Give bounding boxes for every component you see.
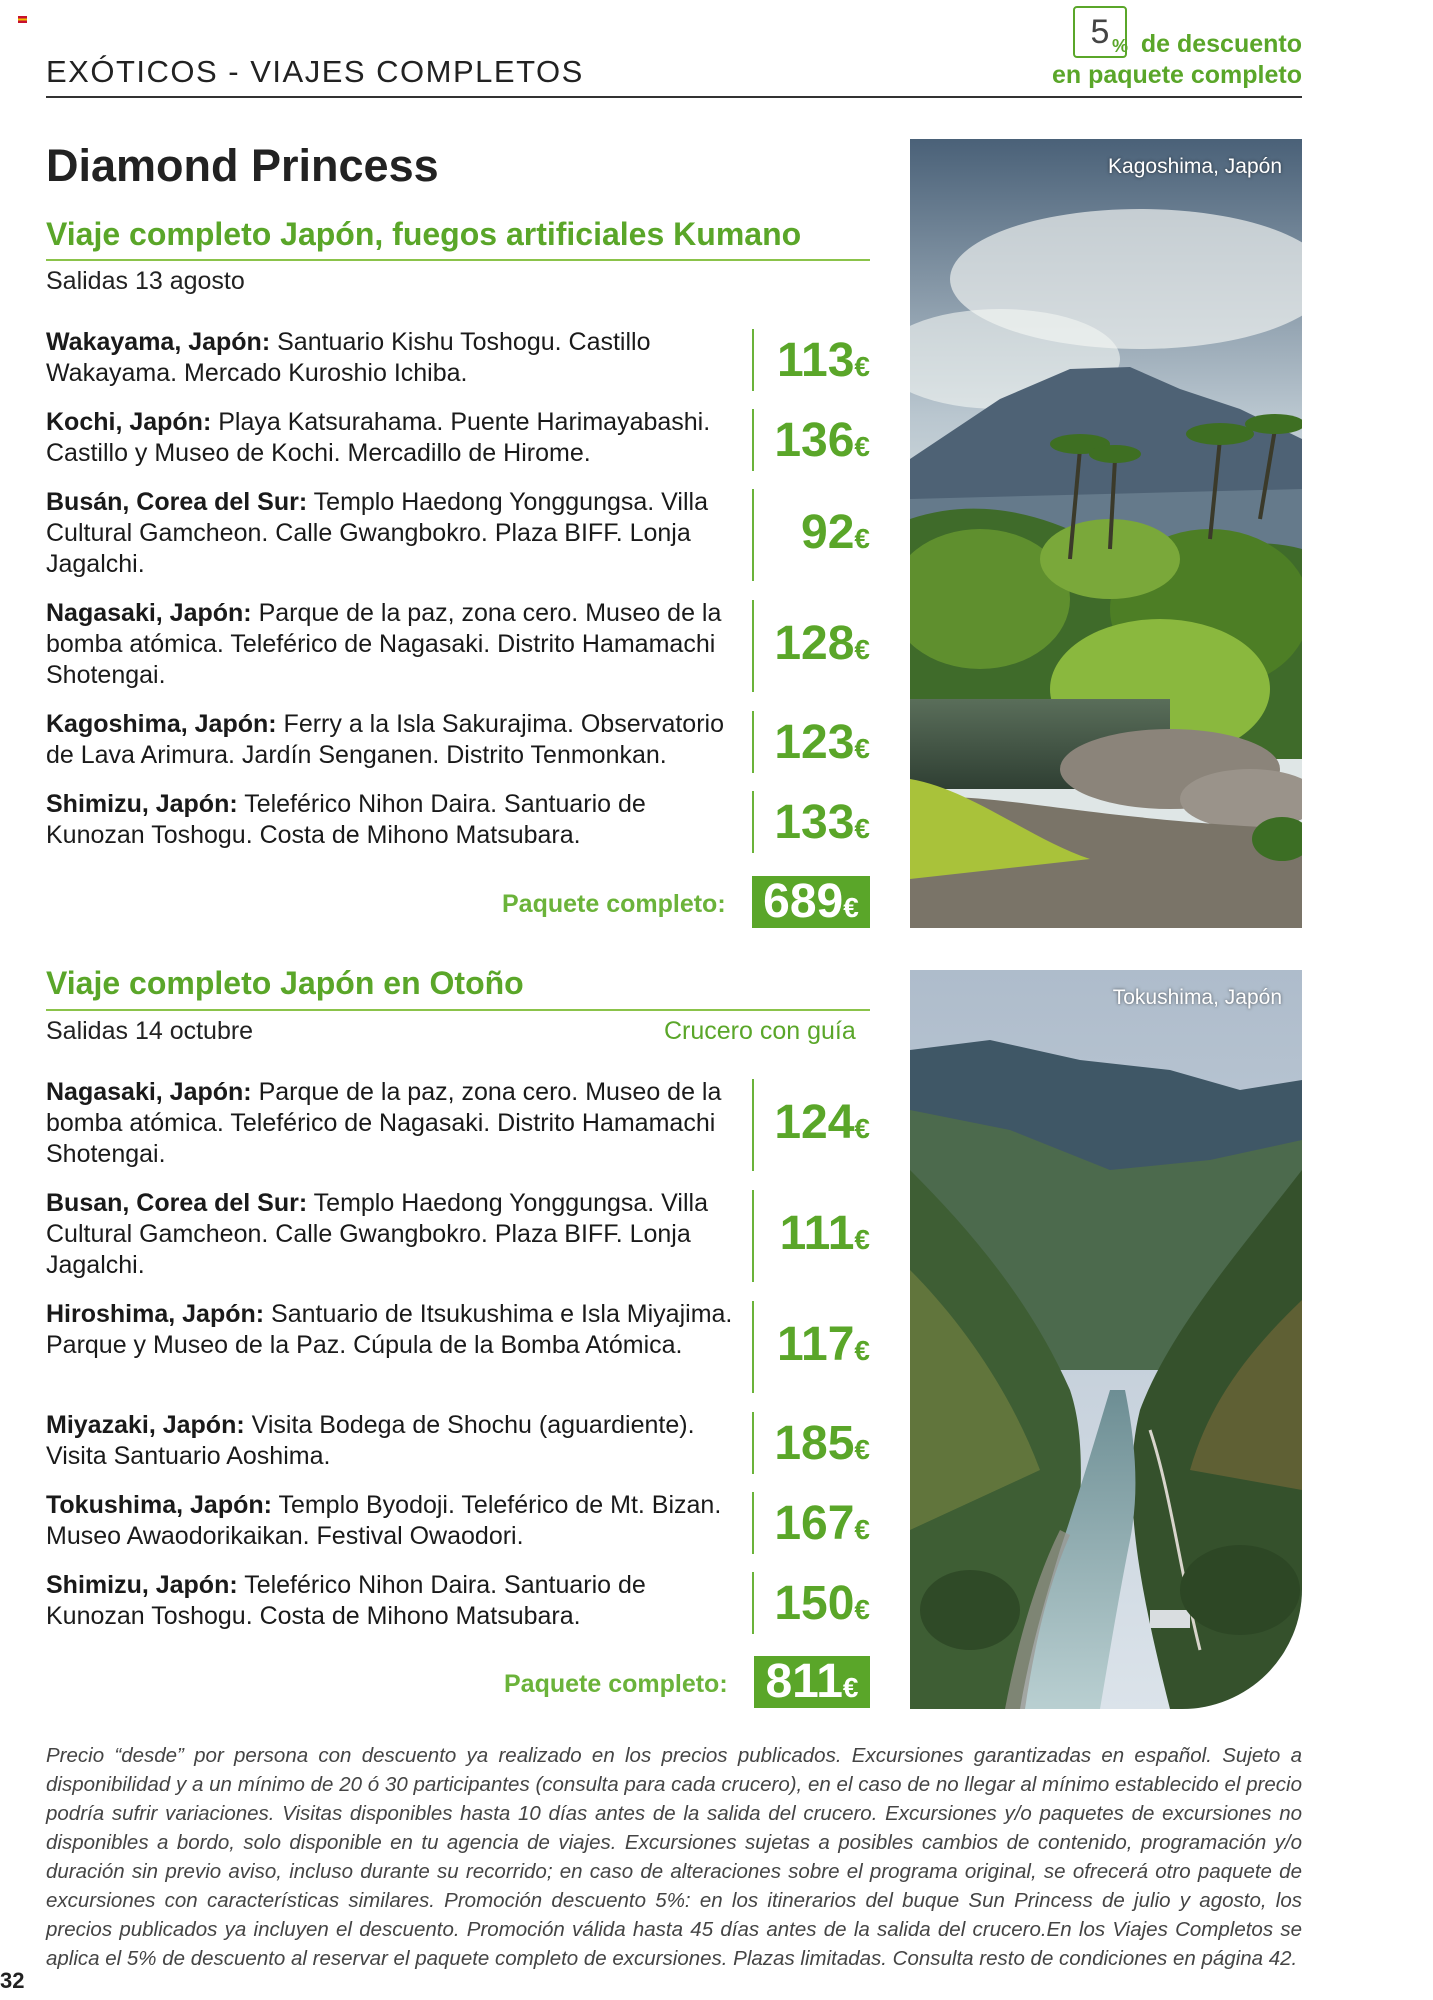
flag-icon (18, 16, 27, 23)
trip2-package-price: 811€ (754, 1656, 870, 1708)
kagoshima-landscape-image (910, 139, 1302, 928)
excursion-price: 123€ (774, 716, 870, 769)
excursion-text (46, 487, 746, 580)
section-title: EXÓTICOS - VIAJES COMPLETOS (46, 54, 584, 89)
excursion-text (46, 407, 746, 469)
guide-label: Crucero con guía (664, 1017, 856, 1045)
trip2-package-label: Paquete completo: (504, 1670, 728, 1698)
terms-footnote: Precio “desde” por persona con descuento ya realizado en los precios publicados. Excursiones garantizadas en español. Sujeto a disponibilidad y a un mínimo de 20 ó 30 participantes (consulta para cada crucero), en el caso de no llegar al mínimo establecido el precio podría sufrir variaciones. Visitas disponibles hasta 10 días antes de la salida del crucero. Excursiones y/o paquetes de excursiones no disponibles a bordo, solo disponible en tu agencia de viajes. Excursiones sujetas a posibles cambios de contenido, programación y/o duración sin previo aviso, incluso durante su recorrido; en caso de alteraciones sobre el programa original, se ofrecerá otro paquete de excursiones con características similares. Promoción descuento 5%: en los itinerarios del buque Sun Princess de julio y agosto, los precios publicados ya incluyen el descuento. Promoción válida hasta 45 días antes de la salida del crucero.En los Viajes Completos se aplica el 5% de descuento al reservar el paquete completo de excursiones. Plazas limitadas. Consulta resto de condiciones en página 42. (46, 1744, 1302, 1970)
excursion-description: Visita Bodega de Shochu (aguardiente). Visita Santuario Aoshima. (46, 1411, 695, 1470)
tokushima-valley-image (910, 970, 1302, 1709)
row-divider (752, 600, 754, 692)
excursion-price: 113€ (776, 334, 870, 387)
trip1-title: Viaje completo Japón, fuegos artificiales Kumano (46, 216, 802, 252)
header-divider (46, 96, 1302, 98)
excursion-description: Parque de la paz, zona cero. Museo de la bomba atómica. Teleférico de Nagasaki. Distrito Hamamachi Shotengai. (46, 1078, 722, 1168)
excursion-row (46, 1570, 870, 1632)
discount-line-1: de descuento (1140, 30, 1302, 58)
excursion-text (46, 1299, 746, 1361)
trip2-departure: Salidas 14 octubre (46, 1017, 254, 1045)
excursion-description: Templo Byodoji. Teleférico de Mt. Bizan. Museo Awaodorikaikan. Festival Owaodori. (46, 1491, 722, 1550)
excursion-description: Templo Haedong Yonggungsa. Villa Cultural Gamcheon. Calle Gwangbokro. Plaza BIFF. Lonja Jagalchi. (46, 1189, 708, 1279)
page-number: 32 (0, 1968, 25, 1993)
excursion-text (46, 1188, 746, 1281)
excursion-description: Templo Haedong Yonggungsa. Villa Cultural Gamcheon. Calle Gwangbokro. Plaza BIFF. Lonja Jagalchi. (46, 488, 708, 578)
excursion-place: Busan, Corea del Sur: (46, 1189, 308, 1217)
excursion-row (46, 1077, 870, 1170)
excursion-place: Shimizu, Japón: (46, 1571, 238, 1599)
excursion-price: 117€ (776, 1318, 870, 1371)
excursion-description: Ferry a la Isla Sakurajima. Observatorio de Lava Arimura. Jardín Senganen. Distrito Tenmonkan. (46, 710, 724, 769)
excursion-place: Nagasaki, Japón: (46, 1078, 252, 1106)
excursion-price: 124€ (774, 1096, 870, 1149)
excursion-place: Wakayama, Japón: (46, 328, 271, 356)
excursion-price: 167€ (774, 1497, 870, 1550)
row-divider (752, 1301, 754, 1393)
excursion-text (46, 709, 746, 771)
trip2-rule (46, 1009, 870, 1011)
trip1-package-price: 689€ (752, 876, 870, 928)
excursion-description: Santuario de Itsukushima e Isla Miyajima. Parque y Museo de la Paz. Cúpula de la Bomba Atómica. (46, 1300, 733, 1359)
row-divider (752, 329, 754, 391)
excursion-description: Parque de la paz, zona cero. Museo de la bomba atómica. Teleférico de Nagasaki. Distrito Hamamachi Shotengai. (46, 599, 722, 689)
excursion-place: Kagoshima, Japón: (46, 710, 277, 738)
excursion-row (46, 1299, 870, 1392)
tokushima-photo (910, 970, 1302, 1709)
excursion-row (46, 1490, 870, 1552)
discount-line-2: en paquete completo (1051, 61, 1302, 89)
excursion-place: Busán, Corea del Sur: (46, 488, 308, 516)
row-divider (752, 409, 754, 471)
row-divider (752, 1492, 754, 1554)
excursion-text (46, 1410, 746, 1472)
excursion-row (46, 789, 870, 851)
excursion-description: Teleférico Nihon Daira. Santuario de Kunozan Toshogu. Costa de Mihono Matsubara. (46, 1571, 646, 1630)
excursion-description: Teleférico Nihon Daira. Santuario de Kunozan Toshogu. Costa de Mihono Matsubara. (46, 790, 646, 849)
trip1-rule (46, 259, 870, 261)
excursion-row (46, 1410, 870, 1472)
excursion-price: 150€ (774, 1577, 870, 1630)
trip1-package-label: Paquete completo: (502, 890, 726, 918)
excursion-description: Santuario Kishu Toshogu. Castillo Wakayama. Mercado Kuroshio Ichiba. (46, 328, 651, 387)
excursion-text (46, 1077, 746, 1170)
ship-name: Diamond Princess (46, 140, 439, 191)
excursion-text (46, 598, 746, 691)
excursion-price: 133€ (774, 796, 870, 849)
row-divider (752, 1572, 754, 1634)
row-divider (752, 791, 754, 853)
discount-percent-sign: % (1112, 36, 1129, 56)
excursion-place: Kochi, Japón: (46, 408, 212, 436)
excursion-price: 111€ (779, 1207, 870, 1260)
photo-caption: Tokushima, Japón (1112, 986, 1282, 1009)
trip2-title: Viaje completo Japón en Otoño (46, 965, 524, 1001)
excursion-place: Hiroshima, Japón: (46, 1300, 265, 1328)
photo-caption: Kagoshima, Japón (1108, 155, 1282, 178)
discount-badge: 5 (1073, 6, 1127, 58)
trip1-departure: Salidas 13 agosto (46, 267, 245, 295)
excursion-row (46, 487, 870, 580)
excursion-row (46, 407, 870, 469)
excursion-place: Shimizu, Japón: (46, 790, 238, 818)
excursion-row (46, 598, 870, 691)
row-divider (752, 489, 754, 581)
excursion-text (46, 327, 746, 389)
excursion-row (46, 709, 870, 771)
excursion-description: Playa Katsurahama. Puente Harimayabashi. Castillo y Museo de Kochi. Mercadillo de Hirome. (46, 408, 711, 467)
excursion-price: 128€ (774, 617, 870, 670)
excursion-text (46, 1490, 746, 1552)
excursion-price: 92€ (801, 506, 870, 559)
excursion-price: 136€ (774, 414, 870, 467)
row-divider (752, 711, 754, 773)
row-divider (752, 1079, 754, 1171)
kagoshima-photo (910, 139, 1302, 928)
excursion-text (46, 789, 746, 851)
excursion-row (46, 1188, 870, 1281)
row-divider (752, 1190, 754, 1282)
excursion-price: 185€ (774, 1417, 870, 1470)
excursion-place: Miyazaki, Japón: (46, 1411, 245, 1439)
row-divider (752, 1412, 754, 1474)
excursion-row (46, 327, 870, 389)
excursion-place: Nagasaki, Japón: (46, 599, 252, 627)
excursion-text (46, 1570, 746, 1632)
excursion-place: Tokushima, Japón: (46, 1491, 272, 1519)
